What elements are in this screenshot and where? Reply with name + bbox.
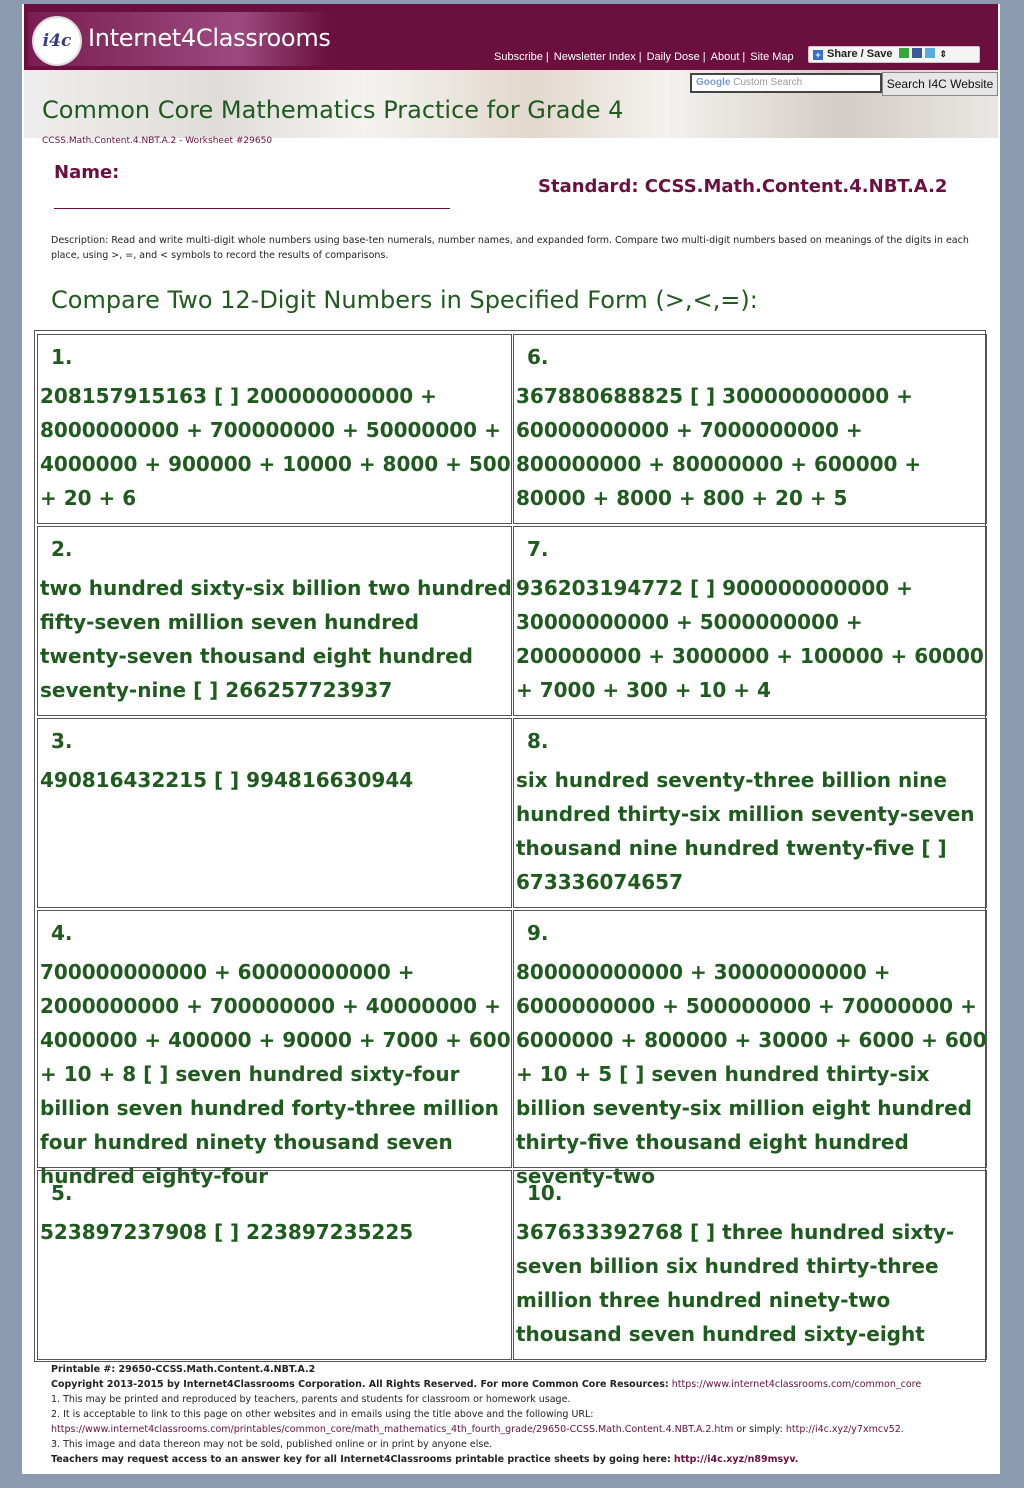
breadcrumb[interactable]: CCSS.Math.Content.4.NBT.A.2 - Worksheet #29650 [42, 136, 273, 146]
question-number: 5. [51, 1181, 73, 1205]
question-text: two hundred sixty-six billion two hundred fifty-seven million seven hundred twenty-seven thousand eight hundred seventy-nine [ ] 266257723937 [40, 576, 512, 702]
question-text: 490816432215 [ ] 994816630944 [40, 768, 414, 792]
site-header [24, 4, 998, 70]
or-simply-text: or simply: [736, 1424, 783, 1435]
name-line [54, 208, 450, 209]
question-text: 800000000000 + 30000000000 + 6000000000 + 500000000 + 70000000 + 6000000 + 800000 + 30000 + 6000 + 600 + 10 + 5 [ ] seven hundred thirty-six billion seventy-six million eight hundred thirty-five thousand eight hundred seventy-two [516, 960, 987, 1188]
twitter-icon [925, 48, 935, 58]
footer-note-3: 3. This image and data thereon may not be sold, published online or in print by anyone else. [51, 1439, 493, 1450]
question-cell [37, 910, 512, 1188]
site-logo[interactable] [28, 12, 330, 66]
page-title: Common Core Mathematics Practice for Grade 4 [42, 96, 624, 124]
question-text: 367880688825 [ ] 300000000000 + 60000000000 + 7000000000 + 800000000 + 80000000 + 600000 + 80000 + 8000 + 800 + 20 + 5 [516, 384, 922, 510]
logo-badge: i4c [32, 16, 82, 66]
answer-key-line [51, 1452, 991, 1467]
nav-subscribe[interactable]: Subscribe [494, 51, 543, 63]
share-save-button[interactable] [808, 46, 980, 63]
question-number: 4. [51, 921, 73, 945]
search-placeholder: Custom Search [733, 77, 803, 88]
question-text: 367633392768 [ ] three hundred sixty-seven billion six hundred thirty-three million three hundred ninety-two thousand seven hundred sixty-eight [516, 1220, 955, 1346]
logo-text: Internet4Classrooms [88, 24, 331, 52]
question-cell [513, 334, 987, 524]
standard-label: Standard: CCSS.Math.Content.4.NBT.A.2 [538, 176, 948, 197]
dropdown-arrows-icon: ⇕ [939, 49, 948, 59]
question-cell [513, 910, 987, 1188]
question-cell [513, 526, 987, 716]
nav-about[interactable]: About [710, 51, 740, 63]
email-share-icon [899, 48, 909, 58]
printable-number: Printable #: 29650-CCSS.Math.Content.4.NBT.A.2 [51, 1364, 316, 1375]
copyright-text: Copyright 2013-2015 by Internet4Classrooms Corporation. All Rights Reserved. For more Common Core Resources: [51, 1379, 669, 1390]
answer-key-text: Teachers may request access to an answer key for all Internet4Classrooms printable practice sheets by going here: [51, 1454, 671, 1465]
question-number: 7. [527, 537, 549, 561]
question-cell [37, 1170, 512, 1360]
question-cell [37, 718, 512, 908]
question-text: six hundred seventy-three billion nine hundred thirty-six million seventy-seven thousand nine hundred twenty-five [ ] 673336074657 [516, 768, 975, 894]
questions-grid [34, 330, 986, 1362]
top-nav: Subscribe | Newsletter Index | Daily Dose | About | Site Map [494, 51, 794, 63]
footer-url-line [51, 1422, 991, 1437]
google-label: Google [696, 77, 731, 88]
nav-newsletter-index[interactable]: Newsletter Index [553, 51, 636, 63]
footer [51, 1362, 991, 1467]
question-number: 8. [527, 729, 549, 753]
question-number: 3. [51, 729, 73, 753]
question-cell [37, 526, 512, 716]
question-text: 700000000000 + 60000000000 + 2000000000 + 700000000 + 40000000 + 4000000 + 400000 + 90000 + 7000 + 600 + 10 + 8 [ ] seven hundred sixty-four billion seven hundred forty-three million four hundred ninety thousand seven hundred eighty-four [40, 960, 511, 1188]
facebook-icon [912, 48, 922, 58]
question-cell [513, 718, 987, 908]
question-cell [37, 334, 512, 524]
description: Description: Read and write multi-digit whole numbers using base-ten numerals, number names, and expanded form. Compare two multi-digit numbers based on meanings of the digits in each place, using >, =, and < symbols to record the results of comparisons. [51, 235, 969, 261]
footer-note-1: 1. This may be printed and reproduced by teachers, parents and students for classroom or homework usage. [51, 1394, 571, 1405]
question-text: 523897237908 [ ] 223897235225 [40, 1220, 414, 1244]
question-number: 2. [51, 537, 73, 561]
nav-site-map[interactable]: Site Map [750, 51, 794, 63]
nav-daily-dose[interactable]: Daily Dose [646, 51, 700, 63]
question-number: 6. [527, 345, 549, 369]
question-text: 208157915163 [ ] 200000000000 + 8000000000 + 700000000 + 50000000 + 4000000 + 900000 + 10000 + 8000 + 500 + 20 + 6 [40, 384, 511, 510]
name-label: Name: [54, 162, 120, 183]
answer-key-link[interactable]: http://i4c.xyz/n89msyv. [673, 1454, 799, 1465]
share-label: Share / Save [827, 48, 893, 60]
common-core-link[interactable]: https://www.internet4classrooms.com/common_core [671, 1379, 922, 1390]
worksheet-url-link[interactable]: https://www.internet4classrooms.com/printables/common_core/math_mathematics_4th_fourth_grade/29650-CCSS.Math.Content.4.NBT.A.2.htm [51, 1424, 734, 1435]
footer-note-2: 2. It is acceptable to link to this page on other websites and in emails using the title above and the following URL: [51, 1409, 594, 1420]
search-button[interactable]: Search I4C Website [882, 72, 998, 96]
worksheet-page [22, 4, 1000, 1474]
section-title: Compare Two 12-Digit Numbers in Specified Form (>,<,=): [51, 286, 758, 314]
question-number: 10. [527, 1181, 563, 1205]
plus-icon: + [813, 50, 823, 60]
short-url-link[interactable]: http://i4c.xyz/y7xmcv52. [785, 1424, 904, 1435]
copyright-line [51, 1377, 991, 1392]
search-input[interactable] [690, 73, 882, 93]
question-cell [513, 1170, 987, 1360]
question-number: 9. [527, 921, 549, 945]
question-text: 936203194772 [ ] 900000000000 + 30000000000 + 5000000000 + 200000000 + 3000000 + 100000 + 60000 + 7000 + 300 + 10 + 4 [516, 576, 984, 702]
question-number: 1. [51, 345, 73, 369]
